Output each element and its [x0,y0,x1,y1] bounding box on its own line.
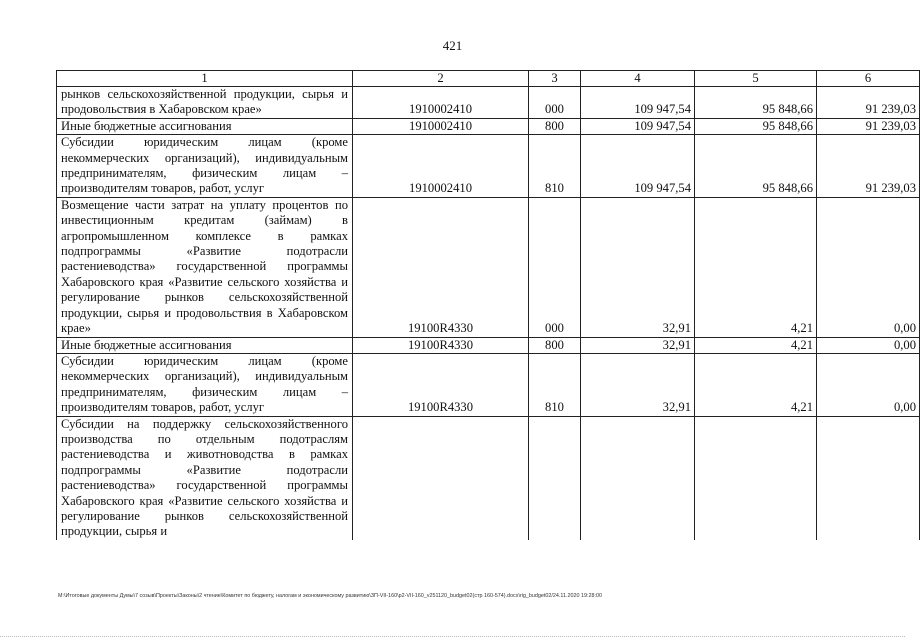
table-row [57,337,920,353]
column-header: 1 [57,71,353,87]
target-article-code: 19100R4330 [353,353,529,416]
row-description: рынков сельскохозяйственной продукции, сырья и продовольствия в Хабаровском крае» [57,87,353,119]
table-row [57,416,920,540]
table-row [57,135,920,198]
expense-type-code: 810 [529,135,581,198]
amount-year-3: 0,00 [817,337,920,353]
column-header: 5 [695,71,817,87]
target-article-code: 19100R4330 [353,337,529,353]
table-row [57,118,920,134]
target-article-code [353,416,529,540]
column-header: 4 [581,71,695,87]
amount-year-1: 109 947,54 [581,135,695,198]
amount-year-2 [695,416,817,540]
file-path-footer: M:\Итоговые документы Думы\7 созыв\Проекты\Законы\2 чтение\Комитет по бюджету, налогам и экономическому развитию\ЗП-VII-160\р2-VII-160_v251120_budget02(стр 160-574).docx\rig_budget02/24.11.2020 19:28:00 [58,593,602,599]
expense-type-code: 800 [529,118,581,134]
target-article-code: 1910002410 [353,87,529,119]
expense-type-code: 810 [529,353,581,416]
amount-year-1: 32,91 [581,353,695,416]
expense-type-code: 800 [529,337,581,353]
row-description: Иные бюджетные ассигнования [57,337,353,353]
amount-year-3: 0,00 [817,197,920,337]
row-description: Субсидии на поддержку сельскохозяйственного производства по отдельным подотраслям растениеводства и животноводства в рамках подпрограммы «Развитие подотрасли растениеводства» государственной программы Хабаровского края «Развитие сельского хозяйства и регулирование рынков сельскохозяйственной продукции, сырья и [57,416,353,540]
table-header-row [57,71,920,87]
row-description: Субсидии юридическим лицам (кроме некоммерческих организаций), индивидуальным предпринимателям, физическим лицам – производителям товаров, работ, услуг [57,353,353,416]
amount-year-1: 32,91 [581,197,695,337]
scan-edge-divider [0,636,905,640]
row-description: Возмещение части затрат на уплату процентов по инвестиционным кредитам (займам) в агропромышленном комплексе в рамках подпрограммы «Развитие подотрасли растениеводства» государственной программы Хабаровского края «Развитие сельского хозяйства и регулирование рынков сельскохозяйственной продукции, сырья и продовольствия в Хабаровском крае» [57,197,353,337]
expense-type-code: 000 [529,87,581,119]
amount-year-2: 95 848,66 [695,118,817,134]
amount-year-1 [581,416,695,540]
amount-year-3: 91 239,03 [817,118,920,134]
column-header: 2 [353,71,529,87]
table-row [57,353,920,416]
expense-type-code [529,416,581,540]
amount-year-3: 0,00 [817,353,920,416]
amount-year-2: 4,21 [695,337,817,353]
column-header: 6 [817,71,920,87]
row-description: Иные бюджетные ассигнования [57,118,353,134]
target-article-code: 19100R4330 [353,197,529,337]
amount-year-3: 91 239,03 [817,87,920,119]
row-description: Субсидии юридическим лицам (кроме некоммерческих организаций), индивидуальным предпринимателям, физическим лицам – производителям товаров, работ, услуг [57,135,353,198]
amount-year-1: 109 947,54 [581,118,695,134]
amount-year-3: 91 239,03 [817,135,920,198]
page-number: 421 [442,38,463,53]
amount-year-1: 32,91 [581,337,695,353]
target-article-code: 1910002410 [353,118,529,134]
amount-year-2: 95 848,66 [695,135,817,198]
amount-year-2: 95 848,66 [695,87,817,119]
table-row [57,87,920,119]
table-row [57,197,920,337]
amount-year-2: 4,21 [695,353,817,416]
amount-year-1: 109 947,54 [581,87,695,119]
target-article-code: 1910002410 [353,135,529,198]
expense-type-code: 000 [529,197,581,337]
budget-table [56,70,920,540]
amount-year-3 [817,416,920,540]
amount-year-2: 4,21 [695,197,817,337]
column-header: 3 [529,71,581,87]
